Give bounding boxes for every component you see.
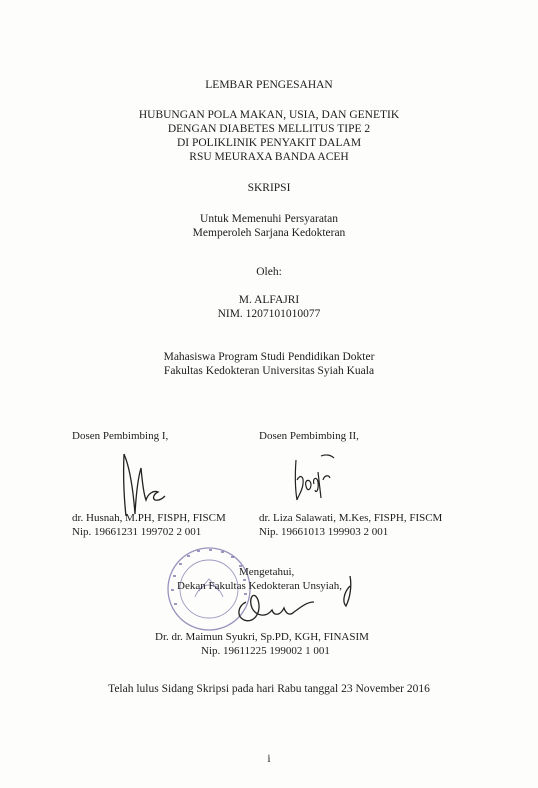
acknowledged-label: Mengetahui, xyxy=(239,566,295,578)
dean-signature xyxy=(228,572,378,628)
page-heading: LEMBAR PENGESAHAN xyxy=(205,79,333,91)
thesis-title-line-3: DI POLIKLINIK PENYAKIT DALAM xyxy=(176,137,362,149)
purpose-line-1: Untuk Memenuhi Persyaratan xyxy=(200,213,338,225)
supervisor2-signature xyxy=(290,450,340,510)
dean-title: Dekan Fakultas Kedokteran Unsyiah, xyxy=(177,580,342,592)
thesis-title-line-4: RSU MEURAXA BANDA ACEH xyxy=(189,151,349,163)
purpose-line-2: Memperoleh Sarjana Kedokteran xyxy=(192,227,346,239)
institution-line-2: Fakultas Kedokteran Universitas Syiah Kuala xyxy=(163,365,375,377)
document-type: SKRIPSI xyxy=(247,182,291,194)
supervisor2-label: Dosen Pembimbing II, xyxy=(259,430,359,442)
author-name: M. ALFAJRI xyxy=(238,294,300,306)
thesis-title-line-2: DENGAN DIABETES MELLITUS TIPE 2 xyxy=(167,123,371,135)
by-label: Oleh: xyxy=(256,266,282,278)
supervisor1-nip: Nip. 19661231 199702 2 001 xyxy=(72,526,202,538)
page-number: i xyxy=(267,753,271,765)
supervisor1-name: dr. Husnah, M.PH, FISPH, FISCM xyxy=(72,512,226,524)
supervisor1-signature xyxy=(108,448,168,520)
dean-name: Dr. dr. Maimun Syukri, Sp.PD, KGH, FINASIM xyxy=(155,631,369,643)
supervisor2-name: dr. Liza Salawati, M.Kes, FISPH, FISCM xyxy=(259,512,443,524)
dean-nip: Nip. 19611225 199002 1 001 xyxy=(201,645,330,657)
passed-statement: Telah lulus Sidang Skripsi pada hari Rabu tanggal 23 November 2016 xyxy=(108,683,430,695)
author-nim: NIM. 1207101010077 xyxy=(217,308,321,320)
supervisor1-label: Dosen Pembimbing I, xyxy=(72,430,169,442)
supervisor2-nip: Nip. 19661013 199903 2 001 xyxy=(259,526,389,538)
thesis-title-line-1: HUBUNGAN POLA MAKAN, USIA, DAN GENETIK xyxy=(138,109,400,121)
institution-line-1: Mahasiswa Program Studi Pendidikan Dokter xyxy=(163,351,375,363)
